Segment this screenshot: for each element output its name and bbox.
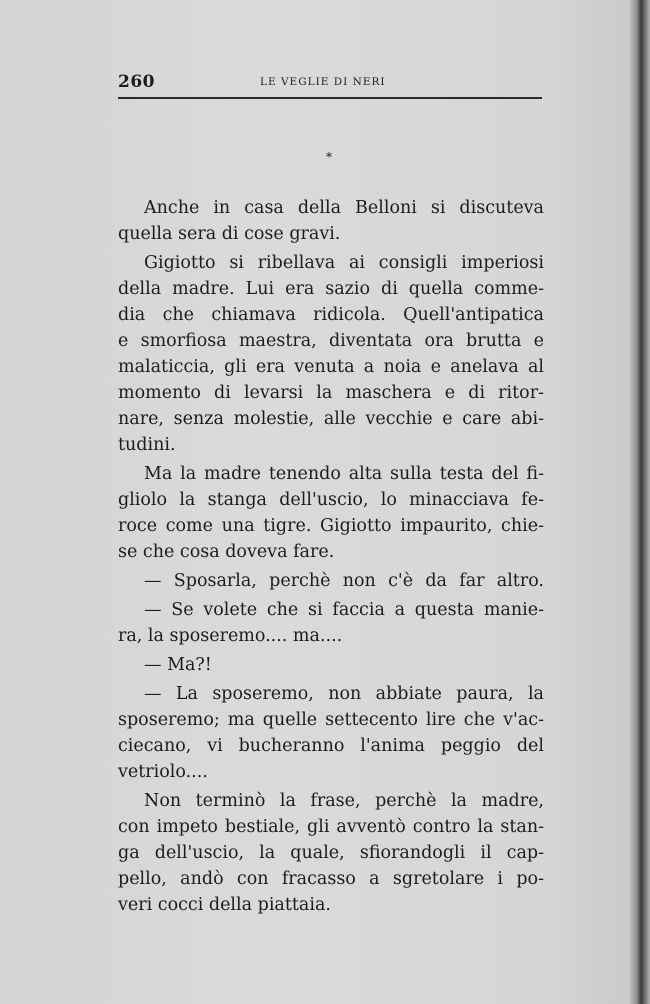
text-line: — Sposarla, perchè non c'è da far altro.: [144, 571, 544, 591]
text-line: veri cocci della piattaia.: [118, 895, 331, 915]
text-line: Ma la madre tenendo alta sulla testa del fi-: [144, 464, 544, 484]
text-line: ra, la sposeremo.... ma....: [118, 626, 343, 646]
text-line: se che cosa doveva fare.: [118, 542, 335, 562]
text-line: — Se volete che si faccia a questa manie-: [144, 600, 544, 620]
section-break-asterisk: *: [326, 150, 332, 164]
text-line: Non terminò la frase, perchè la madre,: [144, 791, 544, 811]
text-line: quella sera di cose gravi.: [118, 224, 341, 244]
text-line: ga dell'uscio, la quale, sfiorandogli il cap-: [118, 843, 544, 863]
page-number: 260: [118, 72, 155, 92]
text-line: Gigiotto si ribellava ai consigli imperiosi: [144, 253, 544, 273]
text-line: e smorfiosa maestra, diventata ora brutta e: [118, 331, 544, 351]
text-line: con impeto bestiale, gli avventò contro la stan-: [118, 817, 544, 837]
text-line: gliolo la stanga dell'uscio, lo minacciava fe-: [118, 490, 544, 510]
header-rule: [118, 97, 542, 99]
text-line: — La sposeremo, non abbiate paura, la: [144, 684, 544, 704]
text-line: malaticcia, gli era venuta a noia e anelava al: [118, 357, 544, 377]
text-line: della madre. Lui era sazio di quella comme-: [118, 279, 544, 299]
running-head-title: LE VEGLIE DI NERI: [260, 76, 386, 88]
text-line: ciecano, vi bucheranno l'anima peggio del: [118, 736, 544, 756]
text-line: vetriolo....: [118, 762, 208, 782]
text-line: Anche in casa della Belloni si discuteva: [144, 198, 544, 218]
text-line: sposeremo; ma quelle settecento lire che v'ac-: [118, 710, 544, 730]
text-line: roce come una tigre. Gigiotto impaurito, chie-: [118, 516, 544, 536]
text-line: — Ma?!: [144, 655, 212, 675]
text-line: dia che chiamava ridicola. Quell'antipatica: [118, 305, 544, 325]
text-line: pello, andò con fracasso a sgretolare i po-: [118, 869, 544, 889]
text-line: tudini.: [118, 435, 176, 455]
page-edge-binding: [630, 0, 650, 1004]
text-line: nare, senza molestie, alle vecchie e care abi-: [118, 409, 544, 429]
text-line: momento di levarsi la maschera e di ritor-: [118, 383, 544, 403]
body-text: [118, 195, 544, 918]
page-header: [118, 72, 542, 96]
